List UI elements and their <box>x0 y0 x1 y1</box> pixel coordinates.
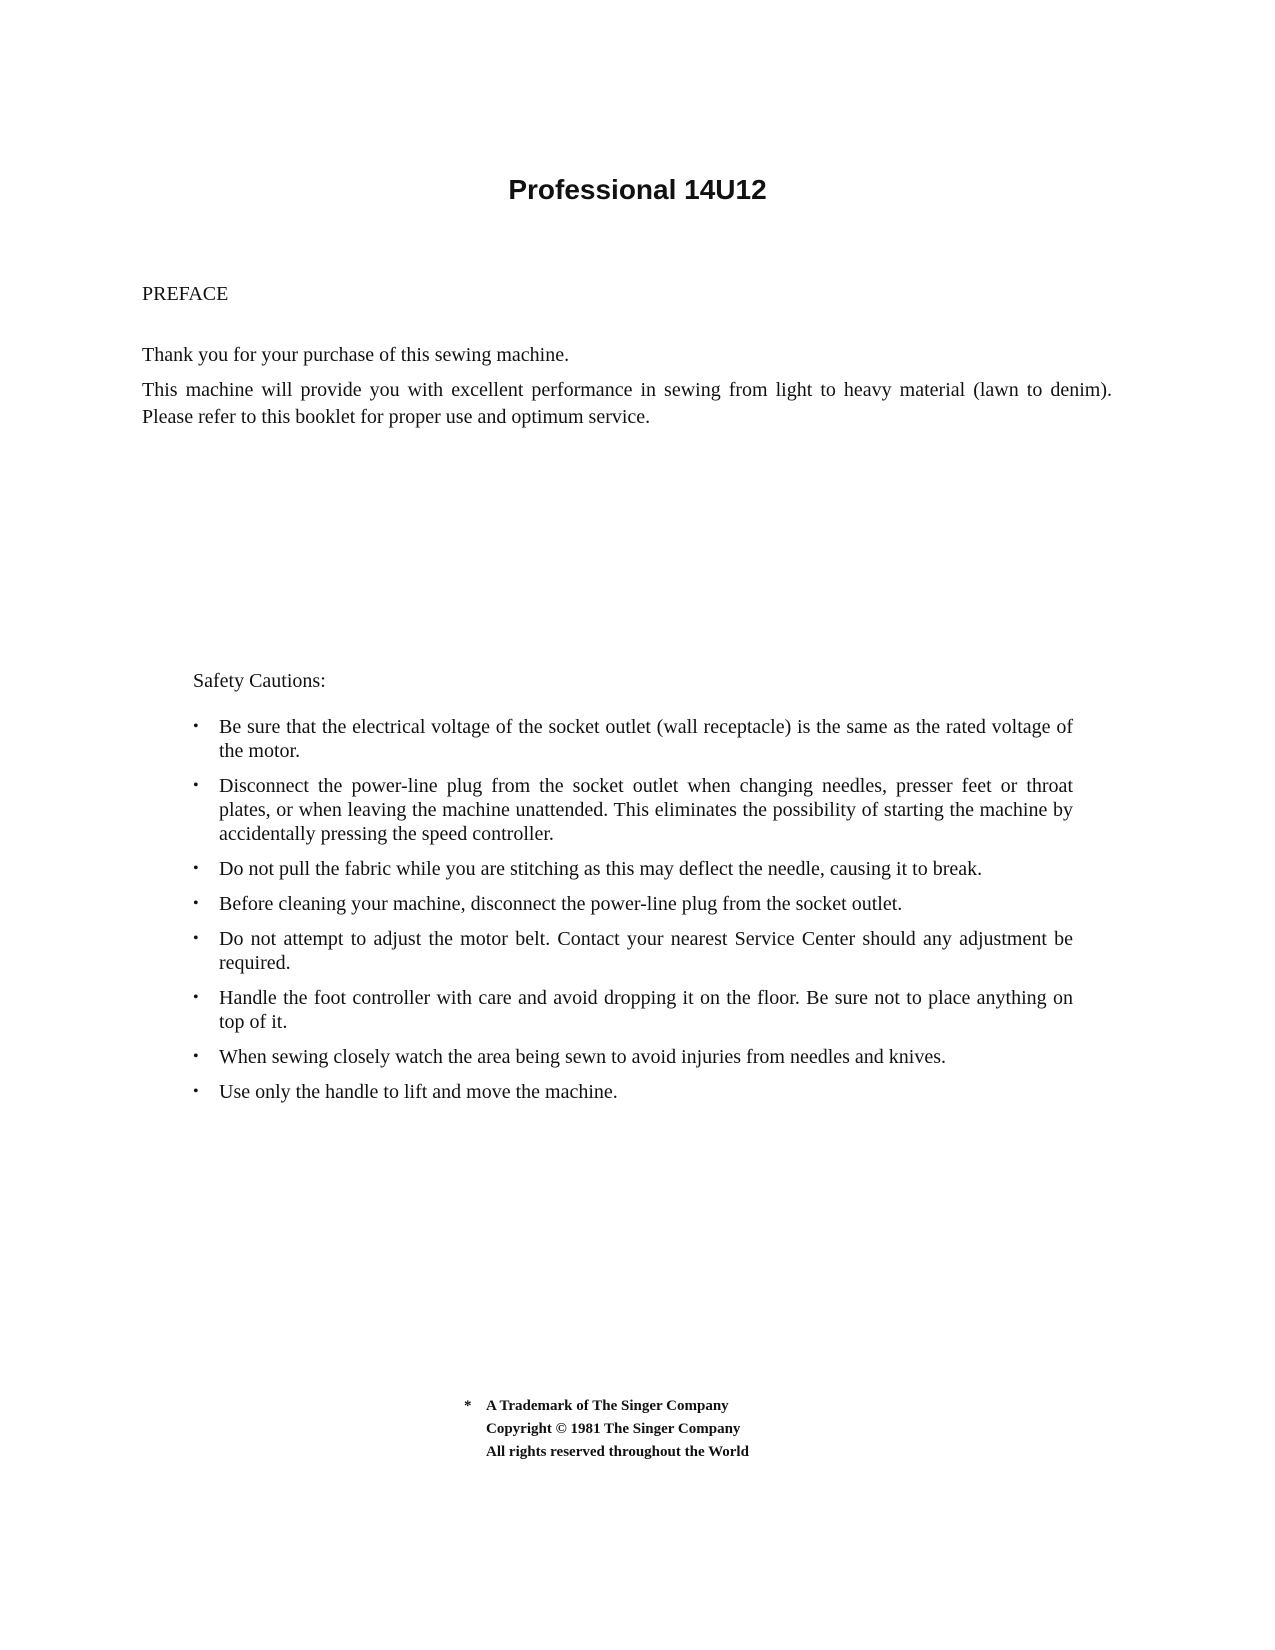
list-item <box>193 1080 1073 1104</box>
list-item-text: Use only the handle to lift and move the machine. <box>219 1081 618 1103</box>
list-item-text: Do not attempt to adjust the motor belt. Contact your nearest Service Center should any adjustment be required. <box>219 928 1073 974</box>
list-item-text: Be sure that the electrical voltage of the socket outlet (wall receptacle) is the same as the rated voltage of the motor. <box>219 716 1073 762</box>
page-title: Professional 14U12 <box>508 174 767 205</box>
list-item <box>193 774 1073 846</box>
safety-cautions-section <box>193 670 1073 1115</box>
bullet-icon: • <box>193 1083 199 1100</box>
list-item-text: Disconnect the power-line plug from the socket outlet when changing needles, presser feet or throat plates, or when leaving the machine unattended. This eliminates the possibility of starting the machine by accidentally pressing the speed controller. <box>219 775 1073 845</box>
bullet-icon: • <box>193 989 199 1006</box>
bullet-icon: • <box>193 895 199 912</box>
list-item-text: Before cleaning your machine, disconnect the power-line plug from the socket outlet. <box>219 893 903 915</box>
trademark-text: A Trademark of The Singer Company <box>486 1398 729 1414</box>
preface-heading: PREFACE <box>142 283 229 305</box>
list-item <box>193 715 1073 763</box>
rights-line: All rights reserved throughout the World <box>486 1444 749 1460</box>
trademark-line <box>464 1395 804 1418</box>
copyright-footer <box>464 1395 804 1464</box>
list-item-text: Do not pull the fabric while you are stitching as this may deflect the needle, causing it to break. <box>219 858 983 880</box>
list-item <box>193 986 1073 1034</box>
safety-cautions-heading: Safety Cautions: <box>193 670 326 692</box>
bullet-icon: • <box>193 930 199 947</box>
list-item <box>193 1045 1073 1069</box>
preface-paragraph: Thank you for your purchase of this sewing machine. <box>142 344 570 366</box>
list-item-text: When sewing closely watch the area being sewn to avoid injuries from needles and knives. <box>219 1046 947 1068</box>
bullet-icon: • <box>193 718 199 735</box>
asterisk-icon: * <box>464 1398 472 1414</box>
copyright-line: Copyright © 1981 The Singer Company <box>486 1421 741 1437</box>
bullet-icon: • <box>193 777 199 794</box>
safety-cautions-list <box>193 715 1073 1104</box>
list-item-text: Handle the foot controller with care and avoid dropping it on the floor. Be sure not to place anything on top of it. <box>219 987 1073 1033</box>
bullet-icon: • <box>193 860 199 877</box>
bullet-icon: • <box>193 1048 199 1065</box>
preface-body <box>142 342 1112 439</box>
list-item <box>193 892 1073 916</box>
list-item <box>193 857 1073 881</box>
preface-paragraph: This machine will provide you with excellent performance in sewing from light to heavy material (lawn to denim). Please refer to this booklet for proper use and optimum service. <box>142 379 1112 428</box>
list-item <box>193 927 1073 975</box>
